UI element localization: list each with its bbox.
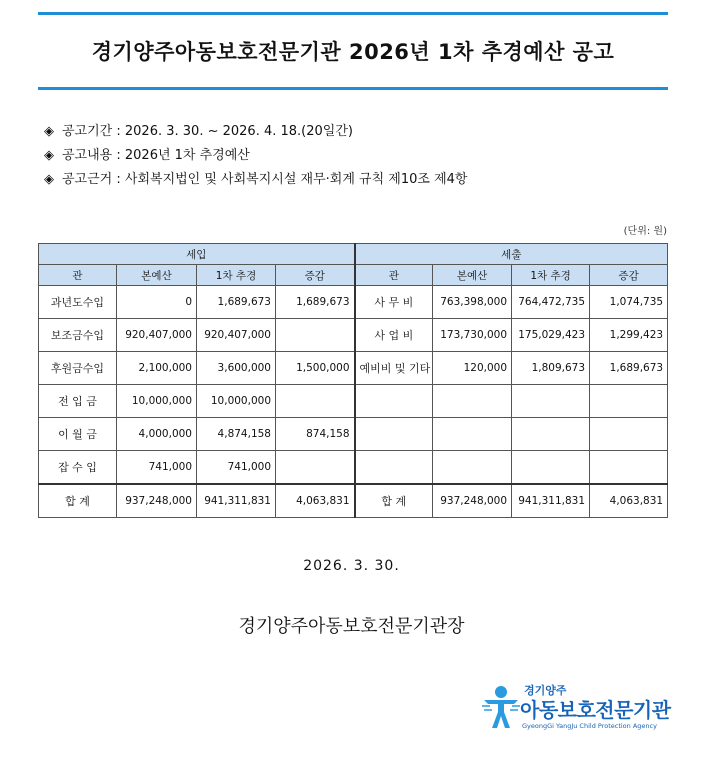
amount-cell: 1,299,423	[590, 319, 668, 352]
signer-name: 경기양주아동보호전문기관장	[238, 616, 465, 637]
revenue-column-header: 1차 추경	[197, 265, 276, 286]
revenue-column-header: 본예산	[117, 265, 197, 286]
revenue-column-header: 증감	[276, 265, 355, 286]
table-row	[39, 451, 668, 485]
category-cell	[355, 418, 433, 451]
title-underline	[38, 87, 668, 90]
amount-cell	[512, 385, 590, 418]
amount-cell: 0	[117, 286, 197, 319]
amount-cell	[590, 418, 668, 451]
amount-cell: 120,000	[433, 352, 512, 385]
notice-value: 2026년 1차 추경예산	[124, 148, 250, 163]
page-title: 경기양주아동보호전문기관 2026년 1차 추경예산 공고	[91, 40, 615, 64]
category-cell	[355, 385, 433, 418]
table-row	[39, 385, 668, 418]
revenue-group-header: 세입	[39, 244, 355, 265]
table-row	[39, 352, 668, 385]
amount-cell	[276, 319, 355, 352]
category-cell: 사 무 비	[355, 286, 433, 319]
amount-cell: 1,689,673	[590, 352, 668, 385]
notice-period-row	[44, 120, 467, 144]
logo-top-text: 경기양주	[524, 684, 567, 697]
amount-cell: 941,311,831	[512, 484, 590, 518]
revenue-column-header: 관	[39, 265, 117, 286]
column-header-row	[39, 265, 668, 286]
notice-info	[44, 120, 467, 192]
unit-label: (단위: 원)	[623, 226, 667, 237]
category-cell: 이 월 금	[39, 418, 117, 451]
notice-content-row	[44, 144, 467, 168]
amount-cell: 2,100,000	[117, 352, 197, 385]
notice-label: 공고근거	[62, 172, 113, 187]
table-row	[39, 286, 668, 319]
expense-column-header: 관	[355, 265, 433, 286]
organization-logo	[480, 680, 680, 740]
amount-cell: 1,074,735	[590, 286, 668, 319]
amount-cell	[276, 451, 355, 485]
amount-cell: 4,063,831	[276, 484, 355, 518]
amount-cell: 3,600,000	[197, 352, 276, 385]
amount-cell: 4,874,158	[197, 418, 276, 451]
amount-cell: 10,000,000	[117, 385, 197, 418]
expense-column-header: 본예산	[433, 265, 512, 286]
amount-cell: 1,689,673	[197, 286, 276, 319]
notice-date: 2026. 3. 30.	[303, 558, 400, 574]
category-cell	[355, 451, 433, 485]
amount-cell	[512, 451, 590, 485]
amount-cell: 173,730,000	[433, 319, 512, 352]
category-cell: 잡 수 입	[39, 451, 117, 485]
notice-separator: :	[112, 124, 125, 139]
expense-column-header: 증감	[590, 265, 668, 286]
amount-cell: 764,472,735	[512, 286, 590, 319]
category-cell: 예비비 및 기타	[355, 352, 433, 385]
diamond-bullet-icon: ◈	[44, 148, 54, 163]
diamond-bullet-icon: ◈	[44, 172, 54, 187]
category-cell: 사 업 비	[355, 319, 433, 352]
expense-group-header: 세출	[355, 244, 668, 265]
category-cell: 합 계	[39, 484, 117, 518]
notice-basis-row	[44, 168, 467, 192]
amount-cell: 920,407,000	[117, 319, 197, 352]
budget-table	[38, 243, 668, 518]
notice-value: 사회복지법인 및 사회복지시설 재무·회계 규칙 제10조 제4항	[124, 172, 468, 187]
expense-column-header: 1차 추경	[512, 265, 590, 286]
category-cell: 후원금수입	[39, 352, 117, 385]
notice-label: 공고내용	[62, 148, 113, 163]
amount-cell: 1,689,673	[276, 286, 355, 319]
amount-cell	[433, 451, 512, 485]
amount-cell: 763,398,000	[433, 286, 512, 319]
category-cell: 보조금수입	[39, 319, 117, 352]
amount-cell: 937,248,000	[433, 484, 512, 518]
table-row	[39, 319, 668, 352]
notice-separator: :	[112, 172, 125, 187]
amount-cell: 1,809,673	[512, 352, 590, 385]
amount-cell: 4,000,000	[117, 418, 197, 451]
amount-cell	[590, 385, 668, 418]
notice-value: 2026. 3. 30. ~ 2026. 4. 18.(20일간)	[124, 124, 353, 139]
amount-cell: 920,407,000	[197, 319, 276, 352]
notice-label: 공고기간	[62, 124, 113, 139]
amount-cell	[512, 418, 590, 451]
total-row	[39, 484, 668, 518]
notice-separator: :	[112, 148, 125, 163]
amount-cell	[590, 451, 668, 485]
top-rule	[38, 12, 668, 15]
amount-cell: 1,500,000	[276, 352, 355, 385]
amount-cell: 937,248,000	[117, 484, 197, 518]
logo-english-text: GyeongGi YangJu Child Protection Agency	[522, 722, 657, 730]
amount-cell	[276, 385, 355, 418]
amount-cell: 941,311,831	[197, 484, 276, 518]
amount-cell: 741,000	[117, 451, 197, 485]
table-row	[39, 418, 668, 451]
amount-cell: 741,000	[197, 451, 276, 485]
category-cell: 과년도수입	[39, 286, 117, 319]
amount-cell: 874,158	[276, 418, 355, 451]
amount-cell: 175,029,423	[512, 319, 590, 352]
child-figure-icon	[480, 684, 522, 732]
amount-cell	[433, 418, 512, 451]
category-cell: 전 입 금	[39, 385, 117, 418]
category-cell: 합 계	[355, 484, 433, 518]
amount-cell	[433, 385, 512, 418]
amount-cell: 4,063,831	[590, 484, 668, 518]
logo-main-text: 아동보호전문기관	[520, 698, 671, 722]
amount-cell: 10,000,000	[197, 385, 276, 418]
diamond-bullet-icon: ◈	[44, 124, 54, 139]
